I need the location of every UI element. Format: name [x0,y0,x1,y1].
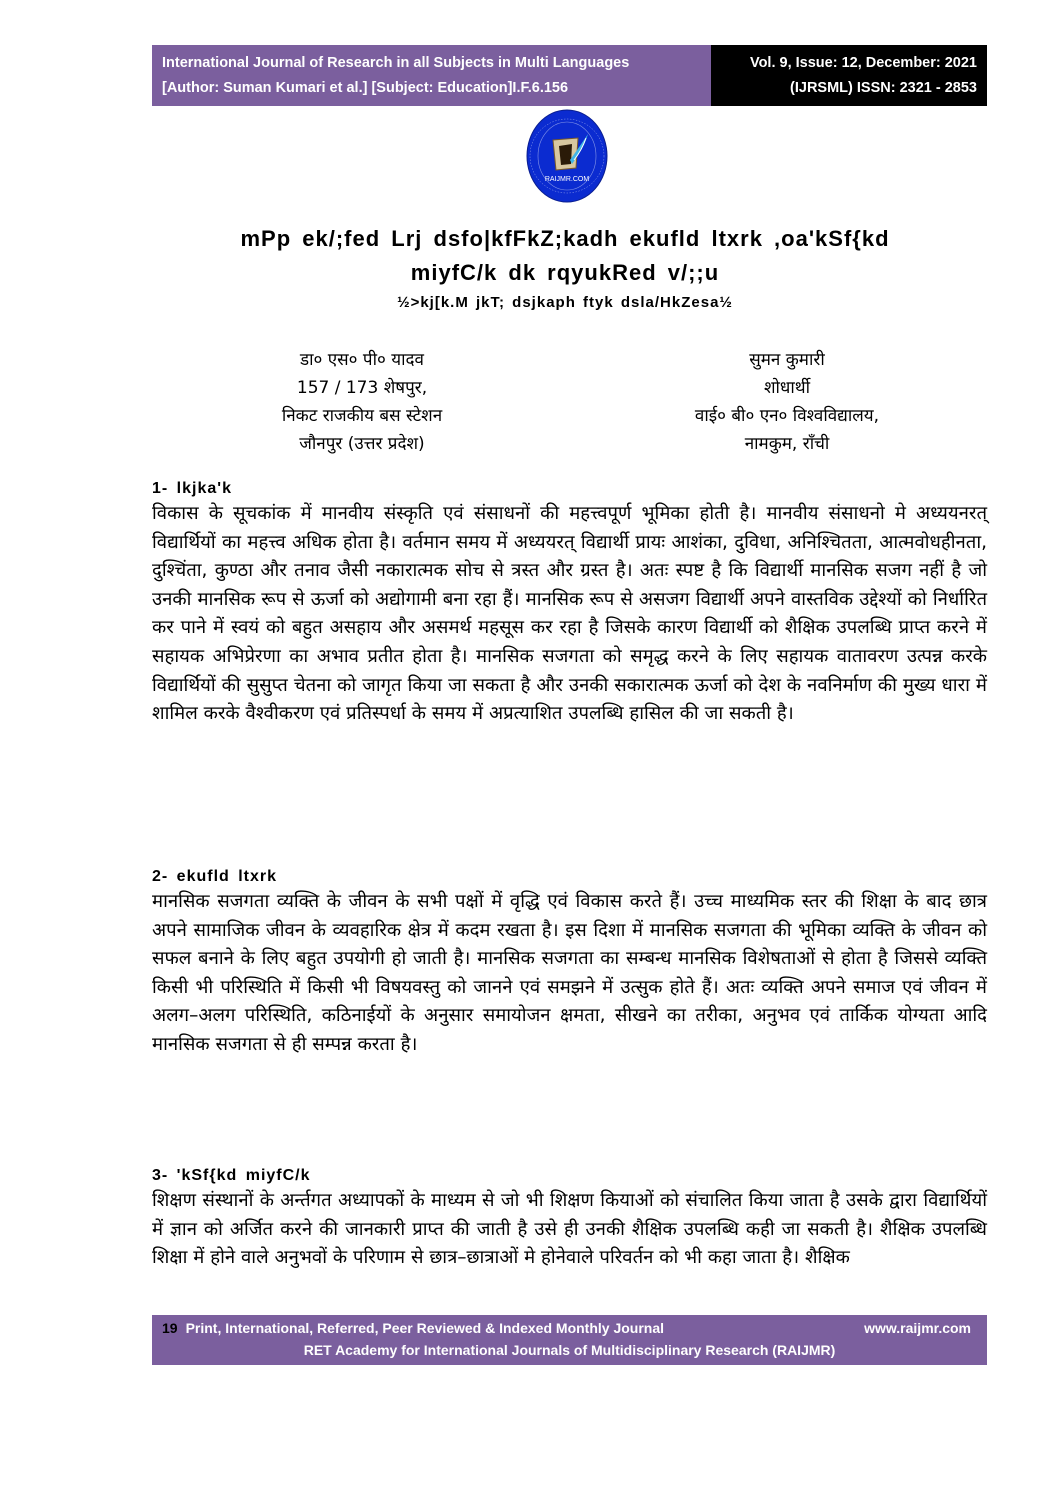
journal-type: Print, International, Referred, Peer Reviewed & Indexed Monthly Journal [185,1320,665,1336]
section-body: शिक्षण संस्थानों के अर्न्तगत अध्यापकों के माध्यम से जो भी शिक्षण कियाओं को संचालित किया जाता है उसके द्वारा विद्यार्थियों में ज्ञान को अर्जित करने की जानकारी प्राप्त की जाती है उसे ही उनकी शैक्षिक उपलब्धि कही जा सकती है। शैक्षिक उपलब्धि शिक्षा में होने वाले अनुभवों के परिणाम से छात्र–छात्राओं मे होनेवाले परिवर्तन को भी कहा जाता है। शैक्षिक [152,1190,987,1269]
header-issue-block [711,45,987,106]
section-academic-achievement [152,1165,987,1273]
author-2-city: नामकुम, राँची [744,434,830,454]
footer-row [162,1318,971,1338]
section-body: मानसिक सजगता व्यक्ति के जीवन के सभी पक्षों में वृद्धि एवं विकास करते हैं। उच्च माध्यमिक स्तर की शिक्षा के बाद छात्र अपने सामाजिक जीवन के व्यवहारिक क्षेत्र में कदम रखता है। इस दिशा में मानसिक सजगता की भूमिका व्यक्ति के जीवन को सफल बनाने के लिए बहुत उपयोगी हो जाती है। मानसिक सजगता का सम्बन्ध मानसिक विशेषताओं से होता है जिससे व्यक्ति किसी भी परिस्थिति में किसी भी विषयवस्तु को जानने एवं समझने में उत्सुक होते हैं। अतः व्यक्ति अपने समाज एवं जीवन में अलग–अलग परिस्थिति, कठिनाईयों के अनुसार समायोजन क्षमता, सीखने का तरीका, अनुभव एवं तार्किक योग्यता आदि मानसिक सजगता से ही सम्पन्न करता है। [152,891,987,1055]
author-subject-line: [Author: Suman Kumari et al.] [Subject: Education]I.F.6.156 [162,80,569,96]
author-2-university: वाई० बी० एन० विश्वविद्यालय, [694,406,880,426]
page-footer [152,1315,987,1365]
author-2-name: सुमन कुमारी [749,350,825,370]
page-number: 19 [162,1320,178,1336]
author-1-city: जौनपुर (उत्तर प्रदेश) [299,434,425,454]
author-1 [182,346,542,458]
page-header [152,45,987,106]
issn: (IJRSML) ISSN: 2321 - 2853 [790,80,977,96]
footer-journal-type-wrap [162,1318,664,1338]
header-journal-block [152,45,711,106]
author-2 [607,346,967,458]
author-2-role: शोधार्थी [763,378,811,398]
section-heading: 3- 'kSf{kd miyfC/k [152,1167,311,1184]
author-1-name: डा० एस० पी० यादव [300,350,424,370]
raijmr-logo-icon [526,108,608,204]
website-link[interactable]: www.raijmr.com [864,1320,971,1336]
section-body: विकास के सूचकांक में मानवीय संस्कृति एवं संसाधनों की महत्त्वपूर्ण भूमिका होती है। मानवीय संसाधनो मे अध्ययनरत् विद्यार्थियों का महत्त्व अधिक होता है। वर्तमान समय में अध्ययरत् विद्यार्थी प्रायः आशंका, दुविधा, अनिश्चितता, आत्मवोधहीनता, दुश्चिंता, कुण्ठा और तनाव जैसी नकारात्मक सोच से त्रस्त और ग्रस्त है। अतः स्पष्ट है कि विद्यार्थी मानसिक सजग नहीं है जो उनकी मानसिक रूप से ऊर्जा को अद्योगामी बना रहा हैं। मानसिक रूप से असजग विद्यार्थी अपने वास्तविक उद्देश्यों को निर्धारित कर पाने में स्वयं को बहुत असहाय और असमर्थ महसूस कर रहा है जिसके कारण विद्यार्थी को शैक्षिक उपलब्धि प्राप्त करने में सहायक अभिप्रेरणा का अभाव प्रतीत होता है। मानसिक सजगता को समृद्ध करने के लिए सहायक वातावरण उत्पन्न करके विद्यार्थियों की सुसुप्त चेतना को जागृत किया जा सकता है और उनकी सकारात्मक ऊर्जा को देश के नवनिर्माण की मुख्य धारा में शामिल करके वैश्वीकरण एवं प्रतिस्पर्धा के समय में अप्रत्याशित उपलब्धि हासिल की जा सकती है। [152,503,987,725]
paper-title-line-2: miyfC/k dk rqyukRed v/;;u [410,260,720,285]
volume-issue: Vol. 9, Issue: 12, December: 2021 [749,55,977,71]
author-1-address: निकट राजकीय बस स्टेशन [281,406,443,426]
paper-subtitle: ½>kj[k.M jkT; dsjkaph ftyk dsla/HkZesa½ [397,294,733,311]
section-mental-awareness [152,866,987,1060]
publisher: RET Academy for International Journals of Multidisciplinary Research (RAIJMR) [303,1342,836,1358]
section-heading: 1- lkjka'k [152,480,232,497]
author-1-address: 157 / 173 शेषपुर, [296,378,428,398]
logo-center-text: RAIJMR.COM [544,176,590,183]
section-heading: 2- ekufld ltxrk [152,868,278,885]
section-introduction [152,478,987,729]
paper-title-line-1: mPp ek/;fed Lrj dsfo|kfFkZ;kadh ekufld ltxrk ,oa'kSf{kd [240,226,890,251]
journal-name: International Journal of Research in all Subjects in Multi Languages [162,55,630,71]
authors-block [152,346,987,458]
